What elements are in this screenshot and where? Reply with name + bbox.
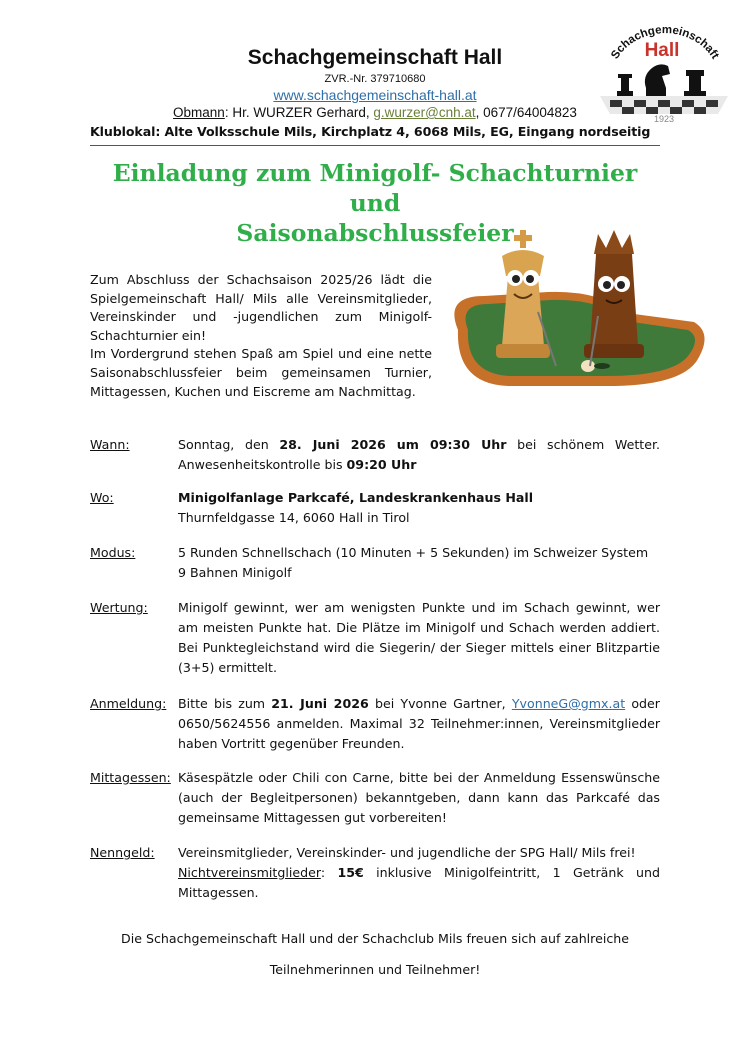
wo-label: Wo:	[90, 490, 114, 505]
nenngeld-includes: inklusive Minigolfeintritt, 1 Getränk und Mittagessen.	[178, 865, 660, 900]
detail-anmeldung	[90, 694, 660, 754]
club-logo	[594, 14, 734, 124]
chess-pieces-icon	[617, 64, 706, 96]
intro-paragraph-2: Im Vordergrund stehen Spaß am Spiel und eine nette Saisonabschlussfeier beim gemeinsamen Turnier, Mittagessen, Kuchen und Eiscreme am Nachmittag.	[90, 346, 432, 399]
modus-label: Modus:	[90, 545, 136, 560]
detail-wann	[90, 435, 660, 475]
detail-wo	[90, 488, 660, 528]
logo-name: Hall	[644, 40, 680, 61]
title-line-1: Einladung zum Minigolf- Schachturnier und	[112, 159, 638, 217]
obmann-email-link[interactable]: g.wurzer@cnh.at	[373, 105, 476, 120]
wertung-label: Wertung:	[90, 600, 148, 615]
anmeldung-label: Anmeldung:	[90, 696, 167, 711]
anmeldung-text-3: oder 0650/5624556 anmelden. Maximal 32 Teilnehmer:innen, Vereinsmitglieder haben Vortritt gegenüber Freunden.	[178, 696, 660, 751]
title-line-2: Saisonabschlussfeier	[236, 219, 514, 247]
wann-date-time: 28. Juni 2026 um 09:30 Uhr	[279, 437, 507, 452]
nenngeld-nonmembers	[178, 863, 660, 903]
closing-line-2: Teilnehmerinnen und Teilnehmer!	[269, 962, 481, 977]
nenngeld-value	[178, 843, 660, 903]
wertung-value: Minigolf gewinnt, wer am wenigsten Punkte und im Schach gewinnt, wer am meisten Punkte hat. Die Plätze im Minigolf und Schach werden addiert. Bei Punktegleichstand wird die Siegerin/ der Sieger mittels einer Blitzpartie (3+5) ermittelt.	[178, 600, 660, 675]
modus-chess: 5 Runden Schnellschach (10 Minuten + 5 Sekunden) im Schweizer System	[178, 545, 649, 560]
wo-value	[178, 488, 660, 528]
wann-value	[178, 435, 660, 475]
detail-wertung	[90, 598, 660, 678]
wo-address: Thurnfeldgasse 14, 6060 Hall in Tirol	[178, 510, 410, 525]
anmeldung-text-1: Bitte bis zum	[178, 696, 272, 711]
logo-arc-text: Schachgemeinschaft	[609, 24, 721, 62]
mittagessen-value: Käsespätzle oder Chili con Carne, bitte bei der Anmeldung Essenswünsche (auch der Begleitpersonen) bekanntgeben, dann kann das Parkcafé das gemeinsame Mittagessen gut vorbereiten!	[178, 770, 660, 825]
nenngeld-colon: :	[320, 865, 338, 880]
club-name: Schachgemeinschaft Hall	[247, 46, 503, 69]
nenngeld-nonmembers-label: Nichtvereinsmitglieder	[178, 865, 321, 880]
nenngeld-label: Nenngeld:	[90, 845, 155, 860]
wann-text-2: bei schönem Wetter. Anwesenheitskontrolle bis	[178, 437, 661, 472]
nenngeld-price: 15€	[337, 865, 364, 880]
wann-checkin-time: 09:20 Uhr	[346, 457, 417, 472]
intro-paragraph-1: Zum Abschluss der Schachsaison 2025/26 lädt die Spielgemeinschaft Hall/ Mils alle Vereinsmitglieder, Vereinskinder und -jugendlichen zum Minigolf-Schachturnier ein!	[90, 272, 432, 343]
nenngeld-members: Vereinsmitglieder, Vereinskinder- und jugendliche der SPG Hall/ Mils frei!	[178, 845, 636, 860]
obmann-line	[140, 105, 610, 120]
logo-year: 1923	[653, 114, 675, 124]
obmann-name: : Hr. WURZER Gerhard,	[224, 105, 374, 120]
wann-label: Wann:	[90, 437, 130, 452]
anmeldung-text-2: bei Yvonne Gartner,	[368, 696, 512, 711]
checkerboard-icon	[600, 96, 728, 114]
mittagessen-label: Mittagessen:	[90, 770, 171, 785]
zvr-number: ZVR.-Nr. 379710680	[324, 73, 426, 85]
modus-minigolf: 9 Bahnen Minigolf	[178, 565, 292, 580]
detail-nenngeld	[90, 843, 660, 903]
wo-venue: Minigolfanlage Parkcafé, Landeskrankenhaus Hall	[178, 490, 534, 505]
anmeldung-value	[178, 694, 660, 754]
minigolf-chess-illustration	[438, 226, 716, 402]
intro-text	[90, 271, 432, 401]
anmeldung-deadline: 21. Juni 2026	[271, 696, 369, 711]
detail-mittagessen	[90, 768, 660, 828]
klublokal-address: Klublokal: Alte Volksschule Mils, Kirchplatz 4, 6068 Mils, EG, Eingang nordseitig	[90, 124, 651, 139]
obmann-phone: , 0677/64004823	[475, 105, 577, 120]
website-link[interactable]: www.schachgemeinschaft-hall.at	[273, 87, 477, 103]
obmann-label: Obmann	[173, 105, 225, 120]
anmeldung-email-link[interactable]: YvonneG@gmx.at	[511, 696, 626, 711]
header-divider	[90, 145, 660, 146]
closing-line-1: Die Schachgemeinschaft Hall und der Schachclub Mils freuen sich auf zahlreiche	[121, 931, 629, 946]
modus-value	[178, 543, 660, 583]
wann-text-1: Sonntag, den	[178, 437, 280, 452]
detail-modus	[90, 543, 660, 583]
